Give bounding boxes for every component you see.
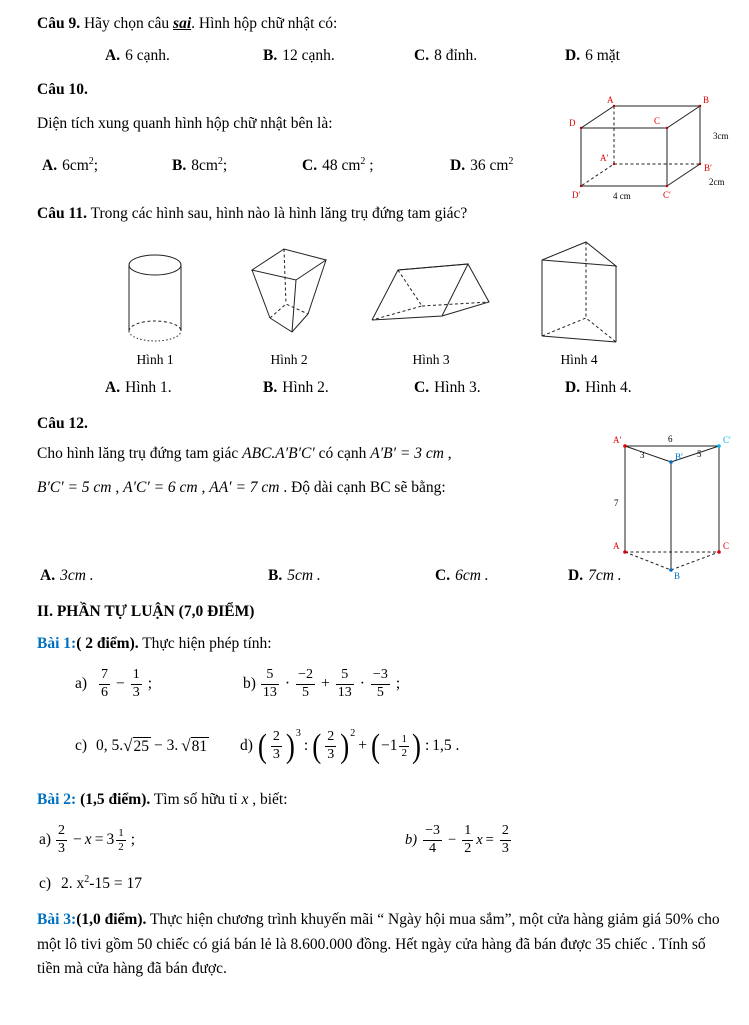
math-text: 0, 5.	[96, 737, 124, 754]
q10-option-c	[302, 150, 450, 178]
option-text: 6 cạnh.	[125, 47, 170, 64]
q12-option-b	[268, 564, 435, 588]
q9-option-b	[263, 44, 414, 68]
math-expression: ABC.A′B′C′	[242, 445, 315, 462]
operator: −	[116, 675, 125, 692]
vertex-label-A: A	[607, 95, 614, 105]
denominator: 13	[337, 684, 352, 700]
option-letter: A.	[40, 567, 56, 584]
math-text: -15 = 17	[89, 875, 142, 893]
option-letter: A.	[42, 157, 58, 175]
q9-emphasis: sai	[173, 15, 192, 32]
option-text: 36 cm	[470, 157, 509, 175]
q10-question: Diện tích xung quanh hình hộp chữ nhật bên là:	[37, 115, 333, 132]
vertex-label-A: A	[613, 541, 620, 551]
cylinder-edges	[129, 255, 181, 341]
exponent: 3	[295, 727, 301, 739]
section2-title	[37, 600, 721, 624]
denominator: 2	[401, 746, 407, 759]
math-variable: x	[241, 791, 249, 808]
vertex-label-D2: D′	[572, 190, 581, 200]
vertex-label-B: B	[674, 571, 681, 581]
bai1-intro: Thực hiện phép tính:	[138, 635, 272, 652]
dim-depth: 2cm	[709, 177, 725, 187]
option-text: 6cm	[62, 157, 89, 175]
bai2-row-1	[37, 816, 721, 864]
operator: :	[303, 737, 309, 754]
open-paren: (	[312, 726, 322, 765]
q11-option-b	[263, 376, 414, 400]
vertex-label-C: C	[723, 541, 730, 551]
radical-sign: √	[181, 736, 191, 755]
numerator: 1	[401, 732, 407, 745]
vertex-label-A2: A′	[613, 435, 622, 445]
punctuation: ;	[147, 675, 153, 692]
q11-figure-4	[519, 236, 639, 368]
q12-line2	[37, 474, 612, 502]
numerator: −3	[372, 667, 388, 683]
vertex-label-B2: B′	[704, 163, 712, 173]
open-paren: (	[370, 726, 380, 765]
bai1-row-2	[37, 722, 721, 770]
q9-heading	[37, 12, 721, 36]
denominator: 6	[101, 684, 109, 700]
truncated-pyramid-figure	[246, 244, 332, 340]
punctuation: ;	[395, 675, 401, 692]
vertex-label-D: D	[569, 118, 576, 128]
vertical-prism-figure	[534, 236, 624, 348]
mixed-number-whole: 3	[106, 831, 115, 848]
q12-label: Câu 12.	[37, 415, 88, 432]
q9-options	[37, 44, 721, 68]
q9-option-d	[565, 44, 620, 68]
truncated-pyramid-edges	[252, 249, 326, 332]
option-letter: A.	[105, 47, 121, 64]
item-label: a)	[75, 675, 88, 692]
bai1-heading	[37, 632, 721, 656]
fraction	[423, 823, 442, 856]
cylinder-figure	[123, 252, 187, 344]
vertex-label-C2: C′	[723, 435, 731, 445]
option-after: ;	[222, 157, 228, 175]
q9-label: Câu 9.	[37, 15, 81, 32]
option-sup: 2	[360, 156, 366, 167]
q11-option-d	[565, 376, 632, 400]
fraction	[56, 823, 67, 856]
q9-option-a	[105, 44, 263, 68]
option-text: 12 cạnh.	[282, 47, 335, 64]
dim-width: 4 cm	[613, 191, 631, 201]
exponent: 2	[350, 727, 356, 739]
option-text: Hình 1.	[125, 379, 172, 396]
bai2-label: Bài 2:	[37, 791, 77, 808]
denominator: 3	[501, 840, 509, 856]
close-paren: )	[411, 726, 421, 765]
edge-label-left: 3	[640, 450, 645, 460]
denominator: 2	[464, 840, 472, 856]
fraction	[336, 667, 354, 700]
fraction	[325, 729, 336, 762]
option-text: 8cm	[191, 157, 218, 175]
option-letter: D.	[565, 379, 581, 396]
numerator: −2	[298, 667, 313, 683]
figure-caption: Hình 2	[270, 352, 308, 367]
denominator: 5	[371, 684, 390, 701]
fraction	[296, 667, 315, 700]
option-text: 6cm .	[455, 567, 489, 584]
vertex-label-B: B	[703, 95, 710, 105]
option-after: ;	[365, 157, 374, 175]
bai1-item-a	[75, 667, 243, 700]
option-letter: D.	[450, 157, 466, 175]
fraction	[131, 667, 142, 700]
prism-labels	[613, 434, 731, 581]
math-text: − 3.	[154, 737, 179, 754]
cuboid-figure	[567, 90, 743, 202]
math-text: 1,5 .	[432, 737, 460, 754]
bai3-text: Thực hiện chương trình khuyến mãi “ Ngày hội mua sắm”, một cửa hàng giảm giá 50% cho một lô tivi gồm 50 chiếc có giá bán lẻ là 8.600.000 đồng. Hết ngày cửa hàng đã bán được 35 chiếc . Tính số tiền mà cửa hàng đã bán được.	[37, 911, 720, 978]
option-letter: A.	[105, 379, 121, 396]
prism-vertex-dots	[623, 444, 721, 572]
bai2-heading	[37, 788, 721, 812]
option-sup: 2	[88, 156, 94, 167]
operator: −	[73, 831, 82, 848]
option-after: ;	[93, 157, 99, 175]
vertex-label-C2: C′	[663, 190, 671, 200]
triangular-prism-figure	[613, 432, 737, 582]
numerator: 5	[341, 667, 349, 683]
q11-label: Câu 11.	[37, 205, 87, 222]
option-sup: 2	[508, 156, 514, 167]
fraction	[399, 733, 409, 759]
equals-sign: =	[485, 831, 494, 848]
vertex-label-A2: A′	[600, 153, 609, 163]
radicand: 81	[191, 737, 208, 755]
radical-sign: √	[123, 736, 133, 755]
math-variable: x	[84, 831, 92, 848]
q10-label: Câu 10.	[37, 81, 88, 98]
q11-option-c	[414, 376, 565, 400]
fraction	[462, 823, 473, 856]
denominator: 2	[118, 840, 124, 853]
bai1-item-c	[75, 736, 240, 756]
math-expression: B′C′ = 5 cm	[37, 479, 112, 496]
bai2-intro2: , biết:	[248, 791, 288, 808]
q12-option-a	[40, 564, 268, 588]
bai1-points: ( 2 điểm).	[76, 635, 139, 652]
q10-option-b	[172, 150, 302, 178]
vertical-prism-edges	[542, 242, 616, 342]
option-letter: B.	[268, 567, 283, 584]
numerator: 2	[327, 729, 335, 745]
option-letter: B.	[172, 157, 187, 175]
option-text: Hình 3.	[434, 379, 481, 396]
dim-height: 3cm	[713, 131, 729, 141]
math-expression: A′C′ = 6 cm	[123, 479, 198, 496]
math-text: 2. x	[61, 875, 85, 893]
bai2-item-c	[37, 868, 721, 896]
vertex-label-B2: B′	[675, 452, 683, 462]
fraction	[371, 667, 390, 700]
q11-option-a	[105, 376, 263, 400]
q9-text-pre: Hãy chọn câu	[80, 15, 174, 32]
q12-text: Cho hình lăng trụ đứng tam giác	[37, 445, 243, 462]
bai2-points: (1,5 điểm).	[76, 791, 151, 808]
q12-text: ,	[197, 479, 210, 496]
numerator: 2	[58, 823, 66, 839]
horizontal-prism-figure	[368, 258, 494, 330]
numerator: 7	[101, 667, 109, 683]
bai3-paragraph	[37, 908, 721, 982]
numerator: 2	[501, 823, 509, 839]
option-letter: B.	[263, 47, 278, 64]
q12-line1	[37, 438, 597, 468]
operator: :	[424, 737, 430, 754]
bai1-label: Bài 1:	[37, 635, 77, 652]
q12-text: ,	[111, 479, 124, 496]
denominator: 4	[423, 840, 442, 857]
option-letter: C.	[302, 157, 318, 175]
bai3-points: (1,0 điểm).	[76, 911, 147, 929]
q11-figure-3	[361, 236, 501, 368]
mixed-number-whole: −1	[380, 737, 398, 754]
edge-label-top: 6	[668, 434, 673, 444]
q11-figures	[95, 236, 721, 368]
fraction	[500, 823, 511, 856]
q9-option-c	[414, 44, 565, 68]
q12-text: có cạnh	[314, 445, 371, 462]
q12-body	[37, 434, 731, 588]
section2-title-text: II. PHẦN TỰ LUẬN (7,0 ĐIỂM)	[37, 603, 255, 620]
q12-text: . Độ dài cạnh BC sẽ bằng:	[279, 479, 446, 496]
q12-option-c	[435, 564, 568, 588]
bai1-item-b	[243, 667, 403, 700]
edge-label-vertical: 7	[614, 498, 619, 508]
operator: +	[321, 675, 330, 692]
option-text: 5cm .	[287, 567, 321, 584]
item-label: b)	[405, 831, 418, 848]
denominator: 13	[262, 684, 277, 700]
q9-text-post: . Hình hộp chữ nhật có:	[191, 15, 338, 32]
math-expression: AA′ = 7 cm	[209, 479, 280, 496]
q11-figure-2	[229, 236, 349, 368]
bai3-label: Bài 3:	[37, 911, 77, 929]
operator: −	[448, 831, 457, 848]
punctuation: ;	[130, 831, 135, 848]
q10-body	[37, 95, 729, 201]
item-label: b)	[243, 675, 256, 692]
q11-options	[37, 376, 721, 400]
cuboid-vertex-labels	[569, 95, 712, 200]
fraction	[261, 667, 279, 700]
bai2-intro: Tìm số hữu tỉ	[150, 791, 242, 808]
option-text: 6 mặt	[585, 47, 620, 64]
option-text: Hình 2.	[282, 379, 329, 396]
numerator: 5	[266, 667, 274, 683]
q11-heading	[37, 202, 721, 226]
bai2-item-b	[405, 823, 514, 856]
radicand: 25	[133, 737, 150, 755]
item-label: c)	[75, 737, 88, 754]
operator: ·	[284, 675, 291, 692]
item-label: c)	[39, 875, 52, 893]
figure-caption: Hình 1	[136, 352, 174, 367]
bai1-row-1	[37, 660, 721, 708]
numerator: −3	[425, 823, 440, 839]
fraction	[271, 729, 282, 762]
option-letter: C.	[414, 379, 430, 396]
open-paren: (	[257, 726, 267, 765]
denominator: 3	[132, 684, 140, 700]
fraction	[116, 827, 126, 853]
q12-text: ,	[443, 445, 452, 462]
option-letter: D.	[565, 47, 581, 64]
option-letter: D.	[568, 567, 584, 584]
fraction	[99, 667, 110, 700]
option-text: 48 cm	[322, 157, 361, 175]
bai1-item-d	[240, 726, 460, 765]
vertex-label-C: C	[654, 116, 661, 126]
numerator: 2	[272, 729, 280, 745]
operator: ·	[359, 675, 365, 692]
denominator: 3	[327, 746, 335, 762]
math-expression: A′B′ = 3 cm	[370, 445, 444, 462]
option-text: 3cm .	[60, 567, 94, 584]
horizontal-prism-edges	[372, 264, 489, 320]
operator: +	[358, 737, 367, 754]
q10-option-a	[42, 150, 172, 178]
denominator: 3	[272, 746, 280, 762]
item-label: d)	[240, 737, 253, 754]
q10-option-d	[450, 150, 513, 178]
bai2-item-a	[39, 823, 405, 856]
numerator: 1	[118, 826, 124, 839]
cuboid-edges	[581, 106, 700, 186]
edge-label-right: 5	[697, 449, 702, 459]
option-text: 8 đỉnh.	[434, 47, 478, 64]
denominator: 3	[58, 840, 66, 856]
option-letter: C.	[435, 567, 451, 584]
q11-question: Trong các hình sau, hình nào là hình lăng trụ đứng tam giác?	[86, 205, 468, 222]
close-paren: )	[285, 726, 295, 765]
exponent: 2	[84, 874, 90, 885]
equals-sign: =	[94, 831, 104, 848]
triangular-prism-edges	[625, 446, 719, 570]
figure-caption: Hình 4	[560, 352, 598, 367]
option-letter: B.	[263, 379, 278, 396]
q11-figure-1	[95, 236, 215, 368]
option-text: 7cm .	[588, 567, 622, 584]
close-paren: )	[340, 726, 350, 765]
option-sup: 2	[217, 156, 223, 167]
item-label: a)	[39, 831, 52, 848]
math-variable: x	[476, 831, 483, 848]
option-letter: C.	[414, 47, 430, 64]
numerator: 1	[132, 667, 140, 683]
denominator: 5	[296, 684, 315, 701]
numerator: 1	[464, 823, 472, 839]
option-text: Hình 4.	[585, 379, 632, 396]
figure-caption: Hình 3	[412, 352, 450, 367]
